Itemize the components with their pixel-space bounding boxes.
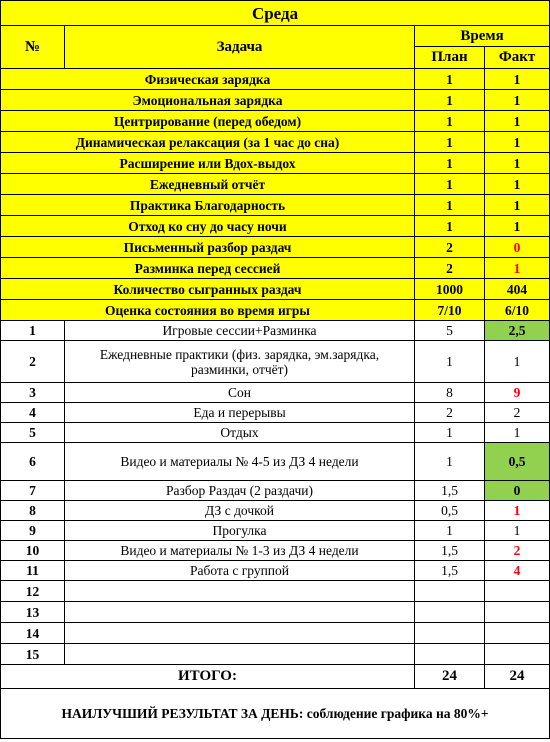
summary-task: Отход ко сну до часу ночи [1,216,415,237]
footer-row [1,689,550,739]
summary-fact: 1 [485,195,550,216]
summary-plan: 1 [415,153,485,174]
row-task: Видео и материалы № 1-3 из ДЗ 4 недели [65,541,415,561]
summary-task: Оценка состояния во время игры [1,300,415,321]
summary-row [1,69,550,90]
row-number: 1 [1,321,65,341]
row-fact: 9 [485,383,550,403]
summary-plan: 7/10 [415,300,485,321]
table-row [1,443,550,481]
table-row [1,602,550,623]
row-task: Прогулка [65,521,415,541]
summary-fact: 1 [485,69,550,90]
row-fact [485,644,550,665]
table-row [1,423,550,443]
row-number: 15 [1,644,65,665]
row-fact: 2 [485,403,550,423]
summary-row [1,195,550,216]
row-plan [415,581,485,602]
row-number: 13 [1,602,65,623]
row-plan [415,644,485,665]
row-fact: 1 [485,341,550,383]
row-fact: 4 [485,561,550,581]
page-title: Среда [1,1,550,26]
row-task [65,581,415,602]
summary-task: Эмоциональная зарядка [1,90,415,111]
summary-row [1,279,550,300]
header-fact: Факт [485,47,550,69]
row-number: 5 [1,423,65,443]
title-row [1,1,550,26]
row-number: 12 [1,581,65,602]
summary-row [1,111,550,132]
summary-plan: 1 [415,90,485,111]
summary-task: Практика Благодарность [1,195,415,216]
table-row [1,644,550,665]
row-fact: 1 [485,423,550,443]
header-task: Задача [65,26,415,69]
row-number: 8 [1,501,65,521]
summary-task: Ежедневный отчёт [1,174,415,195]
header-row [1,26,550,47]
row-plan: 5 [415,321,485,341]
total-row [1,665,550,689]
summary-task: Центрирование (перед обедом) [1,111,415,132]
row-number: 7 [1,481,65,501]
row-plan [415,602,485,623]
table-row [1,403,550,423]
row-number: 6 [1,443,65,481]
row-task: Разбор Раздач (2 раздачи) [65,481,415,501]
row-plan: 1 [415,341,485,383]
row-task: Ежедневные практики (физ. зарядка, эм.зарядка, разминки, отчёт) [65,341,415,383]
summary-fact: 404 [485,279,550,300]
row-task: Отдых [65,423,415,443]
footer-label: НАИЛУЧШИЙ РЕЗУЛЬТАТ ЗА ДЕНЬ: [61,706,304,721]
row-task: ДЗ с дочкой [65,501,415,521]
row-plan: 8 [415,383,485,403]
row-number: 4 [1,403,65,423]
summary-plan: 1 [415,111,485,132]
row-fact [485,581,550,602]
table-row [1,581,550,602]
row-plan: 1,5 [415,561,485,581]
row-fact: 0 [485,481,550,501]
total-label: ИТОГО: [1,665,415,689]
summary-fact: 1 [485,132,550,153]
row-fact: 2,5 [485,321,550,341]
table-row [1,383,550,403]
row-fact: 2 [485,541,550,561]
row-task [65,602,415,623]
summary-plan: 2 [415,258,485,279]
row-plan: 1,5 [415,541,485,561]
row-number: 9 [1,521,65,541]
summary-plan: 1 [415,174,485,195]
row-plan: 0,5 [415,501,485,521]
total-plan: 24 [415,665,485,689]
row-plan: 1 [415,423,485,443]
footer-note [1,689,550,739]
row-fact [485,623,550,644]
table-row [1,481,550,501]
table-row [1,541,550,561]
row-task: Еда и перерывы [65,403,415,423]
row-plan: 2 [415,403,485,423]
row-task: Работа с группой [65,561,415,581]
summary-task: Динамическая релаксация (за 1 час до сна) [1,132,415,153]
row-number: 14 [1,623,65,644]
summary-row [1,237,550,258]
summary-task: Разминка перед сессией [1,258,415,279]
row-plan [415,623,485,644]
summary-task: Расширение или Вдох-выдох [1,153,415,174]
summary-plan: 1 [415,195,485,216]
summary-fact: 1 [485,111,550,132]
row-task: Игровые сессии+Разминка [65,321,415,341]
footer-text: соблюдение графика на 80%+ [306,706,489,721]
row-fact: 1 [485,501,550,521]
summary-fact: 1 [485,258,550,279]
table-row [1,321,550,341]
row-fact: 1 [485,521,550,541]
summary-task: Физическая зарядка [1,69,415,90]
summary-task: Количество сыгранных раздач [1,279,415,300]
summary-row [1,153,550,174]
summary-fact: 0 [485,237,550,258]
table-row [1,341,550,383]
summary-plan: 1 [415,132,485,153]
row-fact [485,602,550,623]
row-number: 11 [1,561,65,581]
summary-plan: 1000 [415,279,485,300]
total-fact: 24 [485,665,550,689]
row-number: 2 [1,341,65,383]
row-task: Сон [65,383,415,403]
summary-task: Письменный разбор раздач [1,237,415,258]
row-plan: 1 [415,443,485,481]
table-row [1,623,550,644]
table-row [1,521,550,541]
summary-plan: 2 [415,237,485,258]
summary-fact: 1 [485,216,550,237]
row-task [65,623,415,644]
row-number: 10 [1,541,65,561]
row-fact: 0,5 [485,443,550,481]
summary-plan: 1 [415,216,485,237]
row-task: Видео и материалы № 4-5 из ДЗ 4 недели [65,443,415,481]
summary-row [1,258,550,279]
table-row [1,561,550,581]
row-plan: 1,5 [415,481,485,501]
summary-row [1,132,550,153]
summary-plan: 1 [415,69,485,90]
summary-fact: 1 [485,174,550,195]
header-num: № [1,26,65,69]
summary-fact: 1 [485,90,550,111]
row-number: 3 [1,383,65,403]
header-plan: План [415,47,485,69]
summary-fact: 1 [485,153,550,174]
summary-row [1,174,550,195]
summary-row [1,90,550,111]
summary-row [1,216,550,237]
summary-row [1,300,550,321]
header-time: Время [415,26,550,47]
row-plan: 1 [415,521,485,541]
table-row [1,501,550,521]
row-task [65,644,415,665]
summary-fact: 6/10 [485,300,550,321]
